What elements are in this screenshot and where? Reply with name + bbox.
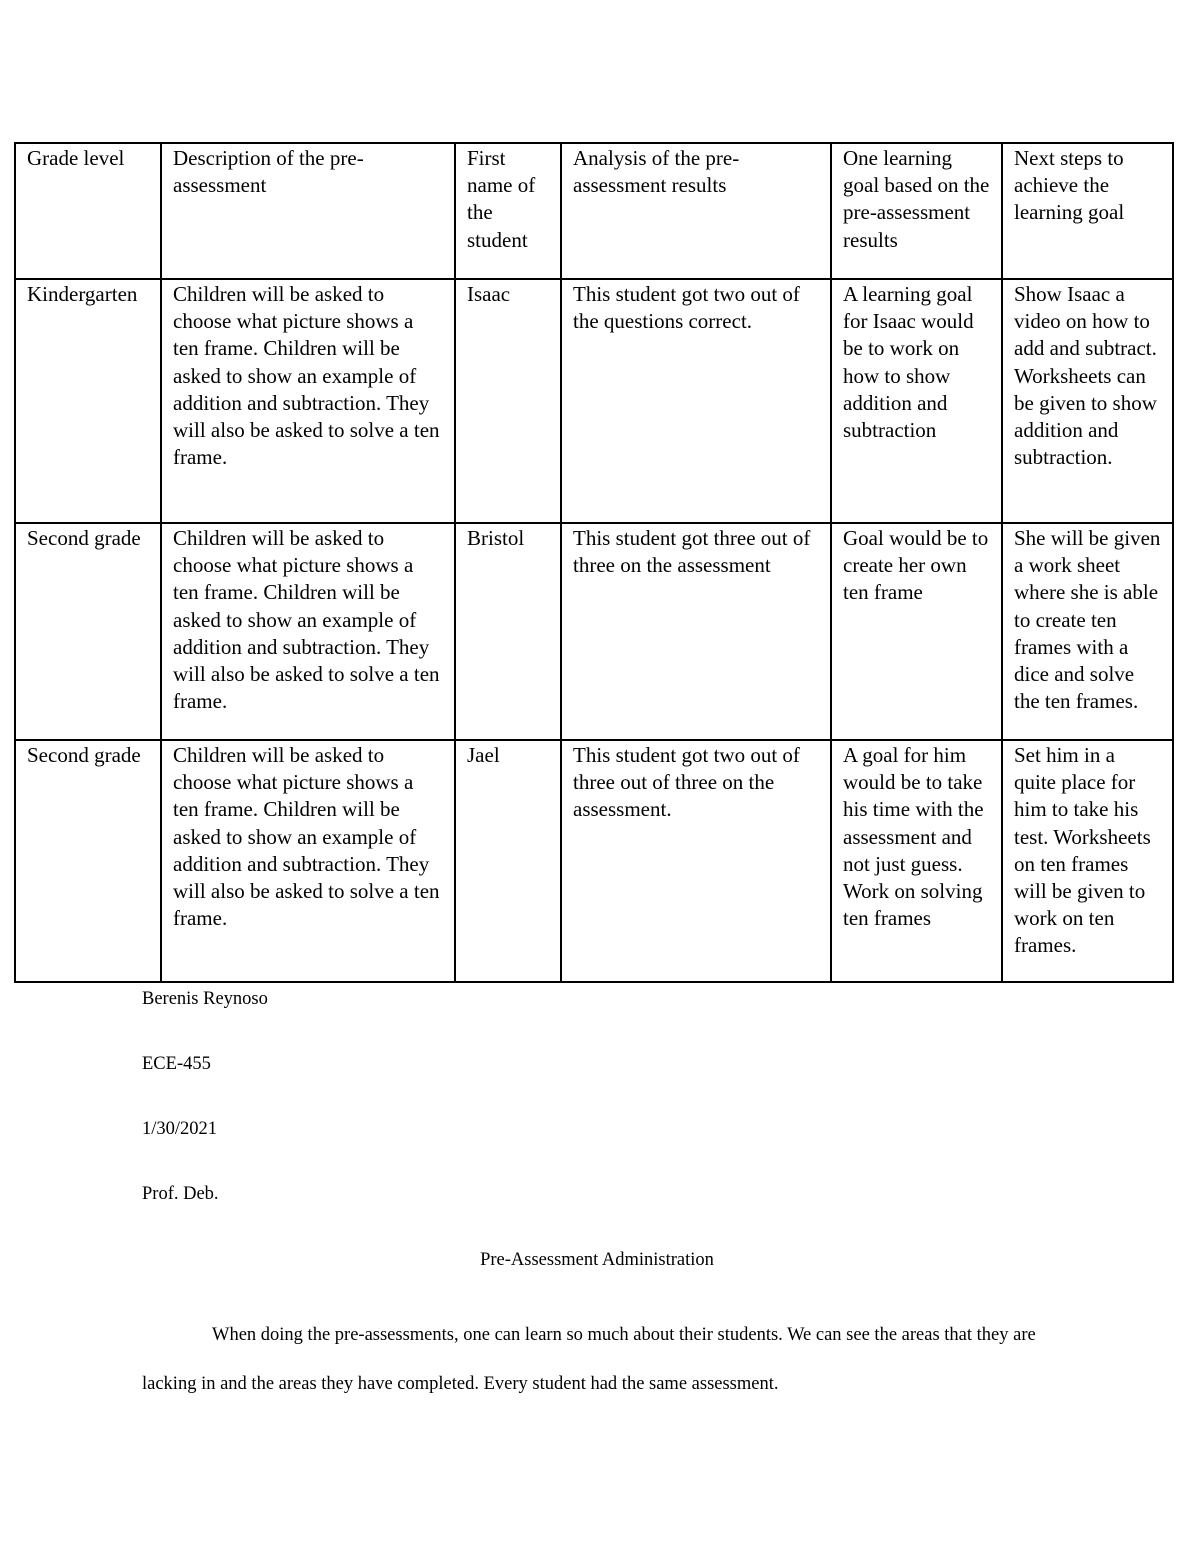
cell-description: Children will be asked to choose what picture shows a ten frame. Children will be asked to show an example of addition and subtraction. They will also be asked to solve a ten frame. xyxy=(161,279,455,523)
cell-goal: A learning goal for Isaac would be to work on how to show addition and subtraction xyxy=(831,279,1002,523)
cell-description: Children will be asked to choose what picture shows a ten frame. Children will be asked to show an example of addition and subtraction. They will also be asked to solve a ten frame. xyxy=(161,523,455,740)
header-analysis: Analysis of the pre-assessment results xyxy=(561,143,831,279)
cell-grade: Second grade xyxy=(15,523,161,740)
header-learning-goal: One learning goal based on the pre-assessment results xyxy=(831,143,1002,279)
cell-analysis: This student got three out of three on the assessment xyxy=(561,523,831,740)
cell-student: Bristol xyxy=(455,523,561,740)
table-row xyxy=(15,279,1173,523)
cell-goal: Goal would be to create her own ten frame xyxy=(831,523,1002,740)
cell-analysis: This student got two out of the questions correct. xyxy=(561,279,831,523)
header-grade-level: Grade level xyxy=(15,143,161,279)
table-row xyxy=(15,523,1173,740)
cell-grade: Kindergarten xyxy=(15,279,161,523)
header-description: Description of the pre-assessment xyxy=(161,143,455,279)
course-code: ECE-455 xyxy=(142,1054,211,1074)
table-row xyxy=(15,740,1173,982)
cell-next-steps: She will be given a work sheet where she is able to create ten frames with a dice and solve the ten frames. xyxy=(1002,523,1173,740)
cell-next-steps: Show Isaac a video on how to add and subtract. Worksheets can be given to show addition and subtraction. xyxy=(1002,279,1173,523)
body-paragraph: When doing the pre-assessments, one can learn so much about their students. We can see the areas that they are lacking in and the areas they have completed. Every student had the same assessment. xyxy=(142,1325,1036,1394)
header-next-steps: Next steps to achieve the learning goal xyxy=(1002,143,1173,279)
document-date: 1/30/2021 xyxy=(142,1119,218,1139)
table-header-row xyxy=(15,143,1173,279)
header-student-name: First name of the student xyxy=(455,143,561,279)
cell-student: Isaac xyxy=(455,279,561,523)
cell-student: Jael xyxy=(455,740,561,982)
cell-analysis: This student got two out of three out of three on the assessment. xyxy=(561,740,831,982)
cell-description: Children will be asked to choose what picture shows a ten frame. Children will be asked to show an example of addition and subtraction. They will also be asked to solve a ten frame. xyxy=(161,740,455,982)
document-title: Pre-Assessment Administration xyxy=(480,1250,714,1270)
cell-goal: A goal for him would be to take his time with the assessment and not just guess. Work on solving ten frames xyxy=(831,740,1002,982)
author-name: Berenis Reynoso xyxy=(142,989,268,1009)
cell-next-steps: Set him in a quite place for him to take his test. Worksheets on ten frames will be given to work on ten frames. xyxy=(1002,740,1173,982)
pre-assessment-table xyxy=(14,142,1174,983)
cell-grade: Second grade xyxy=(15,740,161,982)
professor-name: Prof. Deb. xyxy=(142,1184,219,1204)
